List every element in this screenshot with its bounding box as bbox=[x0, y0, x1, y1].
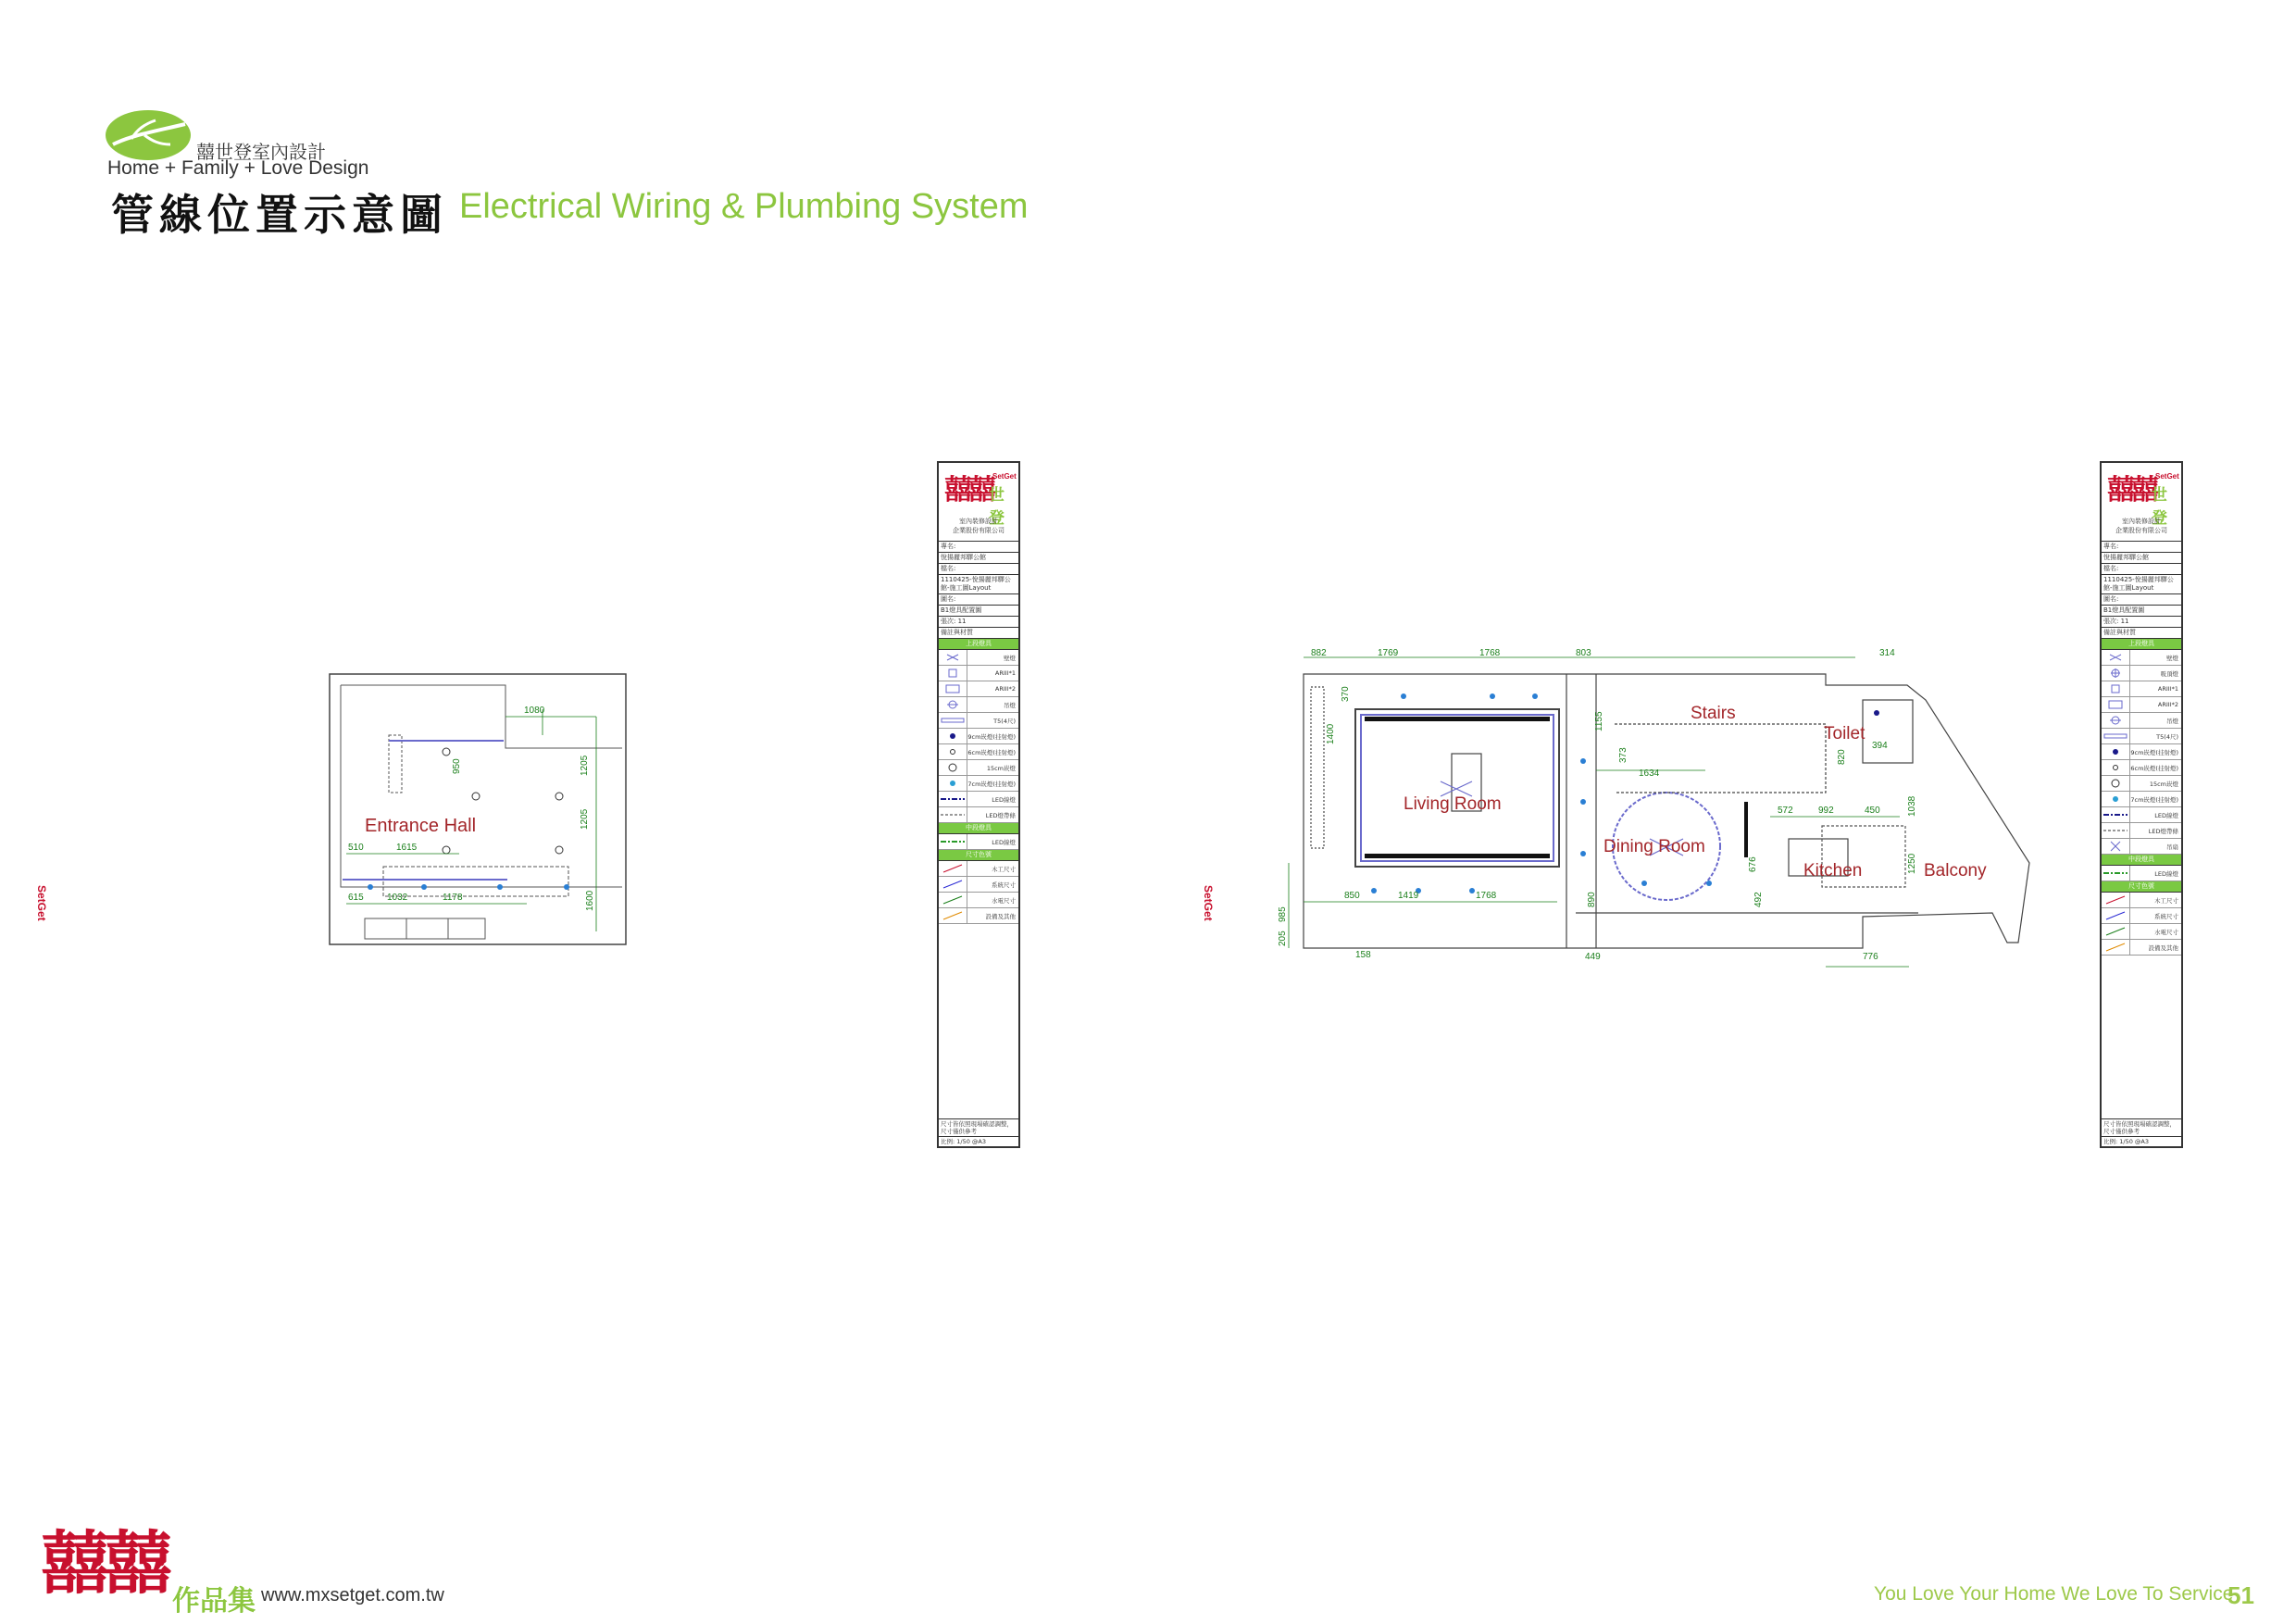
page-title-cn: 管線位置示意圖 bbox=[111, 190, 448, 240]
dim-label: 992 bbox=[1818, 806, 1834, 816]
leaf-logo-icon bbox=[104, 107, 193, 163]
downlight-9cm-icon bbox=[2102, 744, 2130, 759]
dim-label: 1769 bbox=[1378, 648, 1399, 658]
logo-mark: 囍囍 bbox=[944, 474, 992, 506]
room-label-kitchen: Kitchen bbox=[1803, 861, 1863, 881]
dim-label: 572 bbox=[1778, 806, 1793, 816]
legend-row: ARIII*1 bbox=[939, 666, 1018, 681]
dim-label: 1178 bbox=[443, 893, 463, 903]
legend-row: 壁燈 bbox=[939, 650, 1018, 666]
dim-label: 803 bbox=[1576, 648, 1591, 658]
downlight-6cm-icon bbox=[2102, 760, 2130, 775]
side-brand-mark-left: SetGet bbox=[35, 885, 48, 921]
dim-label: 890 bbox=[1587, 892, 1597, 907]
footer-website-link[interactable]: www.mxsetget.com.tw bbox=[261, 1585, 444, 1605]
legend-row: 系統尺寸 bbox=[939, 877, 1018, 893]
dim-system-icon bbox=[939, 877, 967, 892]
ar-lamp-icon bbox=[939, 666, 967, 681]
title-block-foot bbox=[2102, 1118, 2181, 1146]
tb-row: 備註與材質 bbox=[939, 628, 1018, 639]
footer-portfolio-label: 作品集 bbox=[172, 1585, 256, 1618]
logo-small-cn: 世登 bbox=[989, 486, 1004, 528]
legend-row: 設備及其他 bbox=[939, 908, 1018, 924]
ceiling-fan-icon bbox=[2102, 839, 2130, 854]
title-block-right bbox=[2100, 461, 2183, 1148]
section-lower: 中段燈具 bbox=[939, 823, 1018, 834]
legend-row: 7cm崁燈(挂射燈) bbox=[2102, 792, 2181, 807]
dim-label: 1032 bbox=[387, 893, 408, 903]
dim-label: 1205 bbox=[580, 755, 590, 776]
dim-equipment-icon bbox=[2102, 940, 2130, 955]
title-block-logo bbox=[2102, 463, 2181, 542]
room-label-toilet: Toilet bbox=[1824, 724, 1866, 743]
dim-label: 1768 bbox=[1476, 891, 1497, 901]
tb-row: 備註與材質 bbox=[2102, 628, 2181, 639]
legend-row: 木工尺寸 bbox=[2102, 893, 2181, 908]
logo-sub2: 企業股份有限公司 bbox=[2115, 527, 2167, 534]
page-title-en: Electrical Wiring & Plumbing System bbox=[459, 187, 1029, 226]
legend-row: T5(4尺) bbox=[939, 713, 1018, 729]
downlight-15cm-icon bbox=[2102, 776, 2130, 791]
room-label-dining-room: Dining Room bbox=[1603, 837, 1705, 856]
downlight-6cm-icon bbox=[939, 744, 967, 759]
dim-label: 850 bbox=[1344, 891, 1360, 901]
logo-mark: 囍囍 bbox=[2107, 474, 2155, 506]
legend-row: LED燈帶條 bbox=[939, 807, 1018, 823]
downlight-15cm-icon bbox=[939, 760, 967, 775]
tb-row: 張次: 11 bbox=[939, 617, 1018, 628]
dim-label: 950 bbox=[452, 758, 462, 774]
dim-plumbing-icon bbox=[939, 893, 967, 907]
led-line-green-icon bbox=[939, 834, 967, 849]
wall-lamp-icon bbox=[939, 650, 967, 665]
dim-label: 370 bbox=[1341, 686, 1351, 702]
legend-row: 7cm崁燈(挂射燈) bbox=[939, 776, 1018, 792]
tb-row: 1110425-悅揚麗邦驛公館-施工圖Layout bbox=[2102, 575, 2181, 594]
led-strip-icon bbox=[2102, 823, 2130, 838]
tb-scale: 比例: 1/50 @A3 bbox=[941, 1138, 987, 1145]
room-label-stairs: Stairs bbox=[1691, 704, 1736, 723]
legend-row: LED線燈 bbox=[939, 792, 1018, 807]
dim-label: 1080 bbox=[524, 706, 545, 716]
ar-double-lamp-icon bbox=[939, 681, 967, 696]
legend-row: 吊扇 bbox=[2102, 839, 2181, 855]
legend-row: 壁燈 bbox=[2102, 650, 2181, 666]
section-upper: 上段燈具 bbox=[2102, 639, 2181, 650]
section-upper: 上段燈具 bbox=[939, 639, 1018, 650]
dim-label: 1768 bbox=[1479, 648, 1501, 658]
logo-small-en: SetGet bbox=[992, 472, 1017, 481]
dim-label: 450 bbox=[1865, 806, 1880, 816]
downlight-9cm-icon bbox=[939, 729, 967, 743]
ar-lamp-icon bbox=[2102, 681, 2130, 696]
pendant-lamp-icon bbox=[939, 697, 967, 712]
legend-row: 吸頂燈 bbox=[2102, 666, 2181, 681]
dim-label: 314 bbox=[1879, 648, 1895, 658]
led-line-icon bbox=[2102, 807, 2130, 822]
dim-label: 1155 bbox=[1594, 711, 1604, 731]
tb-scale: 比例: 1/50 @A3 bbox=[2103, 1138, 2150, 1145]
legend-row: LED燈帶條 bbox=[2102, 823, 2181, 839]
legend-row: 15cm崁燈 bbox=[939, 760, 1018, 776]
led-line-icon bbox=[939, 792, 967, 806]
legend-row: ARIII*2 bbox=[2102, 697, 2181, 713]
dim-label: 449 bbox=[1585, 952, 1601, 962]
footer-slogan: You Love Your Home We Love To Service bbox=[1874, 1583, 2234, 1605]
legend-row: T5(4尺) bbox=[2102, 729, 2181, 744]
tb-row: 檔名: bbox=[2102, 564, 2181, 575]
title-block-left bbox=[937, 461, 1020, 1148]
dim-label: 394 bbox=[1872, 741, 1888, 751]
tb-note: 尺寸皆依照現場確認調整，尺寸僅供參考 bbox=[939, 1119, 1018, 1137]
dim-label: 776 bbox=[1863, 952, 1878, 962]
legend-row: 6cm崁燈(挂射燈) bbox=[939, 744, 1018, 760]
room-label-balcony: Balcony bbox=[1924, 861, 1987, 881]
legend-row: ARIII*1 bbox=[2102, 681, 2181, 697]
tb-row: 圖名: bbox=[939, 594, 1018, 606]
logo-sub2: 企業股份有限公司 bbox=[953, 527, 1004, 534]
tb-row: 張次: 11 bbox=[2102, 617, 2181, 628]
legend-row: 水電尺寸 bbox=[2102, 924, 2181, 940]
tb-row: B1燈具配置圖 bbox=[939, 606, 1018, 617]
dim-label: 510 bbox=[348, 843, 364, 853]
room-label-entrance-hall: Entrance Hall bbox=[365, 816, 477, 836]
legend-row: 設備及其他 bbox=[2102, 940, 2181, 956]
legend-row: 15cm崁燈 bbox=[2102, 776, 2181, 792]
tb-row: 1110425-悅揚麗邦驛公館-施工圖Layout bbox=[939, 575, 1018, 594]
dim-label: 676 bbox=[1748, 856, 1758, 872]
dim-carpentry-icon bbox=[2102, 893, 2130, 907]
tb-row: 檔名: bbox=[939, 564, 1018, 575]
logo-sub1: 室內裝修設計 bbox=[2122, 518, 2161, 525]
dim-label: 882 bbox=[1311, 648, 1327, 658]
dim-label: 820 bbox=[1837, 749, 1847, 765]
downlight-7cm-icon bbox=[2102, 792, 2130, 806]
legend-row: 吊燈 bbox=[939, 697, 1018, 713]
brand-name-en: Home + Family + Love Design bbox=[107, 157, 369, 179]
dim-label: 1615 bbox=[396, 843, 418, 853]
dim-label: 1419 bbox=[1398, 891, 1419, 901]
legend-row: 木工尺寸 bbox=[939, 861, 1018, 877]
dim-label: 1250 bbox=[1907, 853, 1917, 874]
dim-label: 373 bbox=[1618, 747, 1628, 763]
dim-label: 1634 bbox=[1639, 768, 1660, 779]
title-block-foot bbox=[939, 1118, 1018, 1146]
dim-label: 158 bbox=[1355, 950, 1371, 960]
legend-row: 9cm崁燈(挂射燈) bbox=[2102, 744, 2181, 760]
side-brand-mark-right: SetGet bbox=[1202, 885, 1215, 921]
page-number: 51 bbox=[2227, 1581, 2254, 1609]
pendant-lamp-icon bbox=[2102, 713, 2130, 728]
ceiling-lamp-icon bbox=[2102, 666, 2130, 681]
section-dims: 尺寸色號 bbox=[2102, 881, 2181, 893]
tb-row: 圖名: bbox=[2102, 594, 2181, 606]
legend-row: 吊燈 bbox=[2102, 713, 2181, 729]
legend-row: 9cm崁燈(挂射燈) bbox=[939, 729, 1018, 744]
dim-label: 985 bbox=[1278, 906, 1288, 922]
logo-small-en: SetGet bbox=[2155, 472, 2179, 481]
logo-sub1: 室內裝修設計 bbox=[959, 518, 998, 525]
legend-row: LED線燈 bbox=[939, 834, 1018, 850]
dim-plumbing-icon bbox=[2102, 924, 2130, 939]
section-lower: 中段燈具 bbox=[2102, 855, 2181, 866]
dim-label: 1205 bbox=[580, 808, 590, 830]
wall-lamp-icon bbox=[2102, 650, 2130, 665]
ar-double-lamp-icon bbox=[2102, 697, 2130, 712]
legend-row: LED線燈 bbox=[2102, 807, 2181, 823]
footer-logo-mark: 囍囍 bbox=[41, 1524, 167, 1604]
title-block-logo bbox=[939, 463, 1018, 542]
dim-system-icon bbox=[2102, 908, 2130, 923]
tb-row: 悅揚麗邦驛公館 bbox=[2102, 553, 2181, 564]
t5-lamp-icon bbox=[2102, 729, 2130, 743]
t5-lamp-icon bbox=[939, 713, 967, 728]
led-line-green-icon bbox=[2102, 866, 2130, 881]
legend-row: 6cm崁燈(挂射燈) bbox=[2102, 760, 2181, 776]
brand-name-cn: 囍世登室內設計 bbox=[196, 141, 326, 163]
tb-row: 專名: bbox=[2102, 542, 2181, 553]
led-strip-icon bbox=[939, 807, 967, 822]
tb-row: 悅揚麗邦驛公館 bbox=[939, 553, 1018, 564]
legend-row: 水電尺寸 bbox=[939, 893, 1018, 908]
dim-label: 615 bbox=[348, 893, 364, 903]
tb-row: B1燈具配置圖 bbox=[2102, 606, 2181, 617]
room-label-living-room: Living Room bbox=[1404, 794, 1502, 814]
dim-equipment-icon bbox=[939, 908, 967, 923]
legend-row: ARIII*2 bbox=[939, 681, 1018, 697]
living-floor-plan bbox=[1270, 644, 2044, 970]
logo-small-cn: 世登 bbox=[2152, 486, 2167, 528]
dim-label: 1400 bbox=[1326, 723, 1336, 744]
tb-row: 專名: bbox=[939, 542, 1018, 553]
dim-label: 1038 bbox=[1907, 795, 1917, 817]
section-dims: 尺寸色號 bbox=[939, 850, 1018, 861]
dim-carpentry-icon bbox=[939, 861, 967, 876]
dim-label: 205 bbox=[1278, 931, 1288, 946]
legend-row: 系統尺寸 bbox=[2102, 908, 2181, 924]
dim-label: 1600 bbox=[585, 890, 595, 911]
dim-label: 492 bbox=[1753, 892, 1764, 907]
tb-note: 尺寸皆依照現場確認調整，尺寸僅供參考 bbox=[2102, 1119, 2181, 1137]
downlight-7cm-icon bbox=[939, 776, 967, 791]
entrance-hall-floor-plan bbox=[328, 672, 630, 948]
legend-row: LED線燈 bbox=[2102, 866, 2181, 881]
